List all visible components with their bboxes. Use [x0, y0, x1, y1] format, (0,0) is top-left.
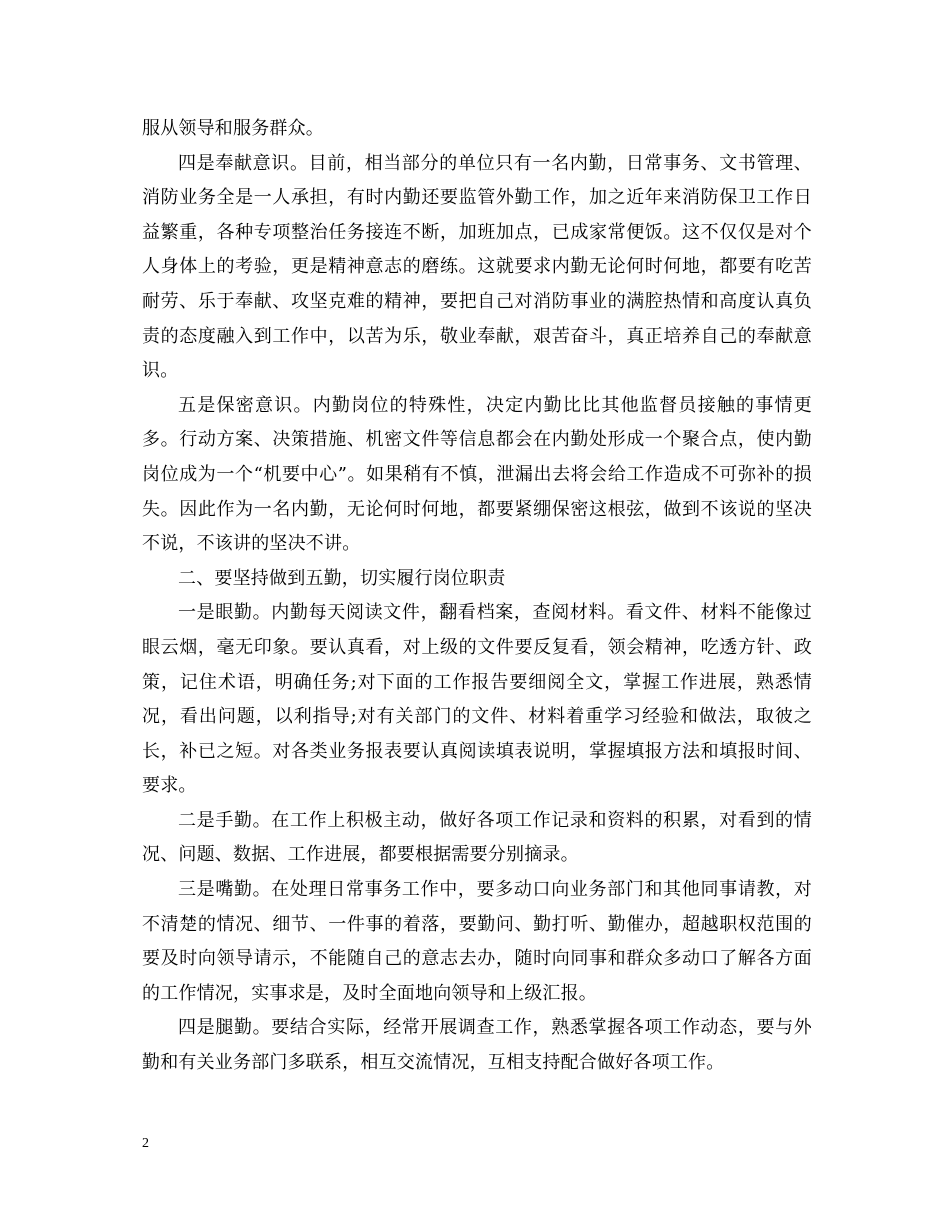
document-body [142, 112, 812, 1081]
paragraph-mouth-diligence: 三是嘴勤。在处理日常事务工作中，要多动口向业务部门和其他同事请教，对不清楚的情况、细节、一件事的着落，要勤问、勤打听、勤催办，超越职权范围的要及时向领导请示，不能随自己的意志去办，随时向同事和群众多动口了解各方面的工作情况，实事求是，及时全面地向领导和上级汇报。 [142, 879, 812, 1004]
page-number: 2 [142, 1136, 149, 1151]
paragraph-eye-diligence: 一是眼勤。内勤每天阅读文件，翻看档案，查阅材料。看文件、材料不能像过眼云烟，毫无印象。要认真看，对上级的文件要反复看，领会精神，吃透方针、政策，记住术语，明确任务;对下面的工作报告要细阅全文，掌握工作进展，熟悉情况，看出问题，以利指导;对有关部门的文件、材料着重学习经验和做法，取彼之长，补已之短。对各类业务报表要认真阅读填表说明，掌握填报方法和填报时间、要求。 [142, 602, 812, 797]
paragraph-continuation: 服从领导和服务群众。 [142, 118, 324, 139]
paragraph-dedication-awareness: 四是奉献意识。目前，相当部分的单位只有一名内勤，日常事务、文书管理、消防业务全是一人承担，有时内勤还要监管外勤工作，加之近年来消防保卫工作日益繁重，各种专项整治任务接连不断，加班加点，已成家常便饭。这不仅仅是对个人身体上的考验，更是精神意志的磨练。这就要求内勤无论何时何地，都要有吃苦耐劳、乐于奉献、攻坚克难的精神，要把自己对消防事业的满腔热情和高度认真负责的态度融入到工作中，以苦为乐，敬业奉献，艰苦奋斗，真正培养自己的奉献意识。 [142, 152, 812, 382]
paragraph-confidentiality-awareness: 五是保密意识。内勤岗位的特殊性，决定内勤比比其他监督员接触的事情更多。行动方案、决策措施、机密文件等信息都会在内勤处形成一个聚合点，使内勤岗位成为一个“机要中心”。如果稍有不慎，泄漏出去将会给工作造成不可弥补的损失。因此作为一名内勤，无论何时何地，都要紧绷保密这根弦，做到不该说的坚决不说，不该讲的坚决不讲。 [142, 394, 812, 555]
section-heading-five-diligences: 二、要坚持做到五勤，切实履行岗位职责 [178, 567, 506, 589]
paragraph-leg-diligence: 四是腿勤。要结合实际，经常开展调查工作，熟悉掌握各项工作动态，要与外勤和有关业务部门多联系，相互交流情况，互相支持配合做好各项工作。 [142, 1017, 812, 1074]
paragraph-hand-diligence: 二是手勤。在工作上积极主动，做好各项工作记录和资料的积累，对看到的情况、问题、数据、工作进展，都要根据需要分别摘录。 [142, 809, 812, 866]
